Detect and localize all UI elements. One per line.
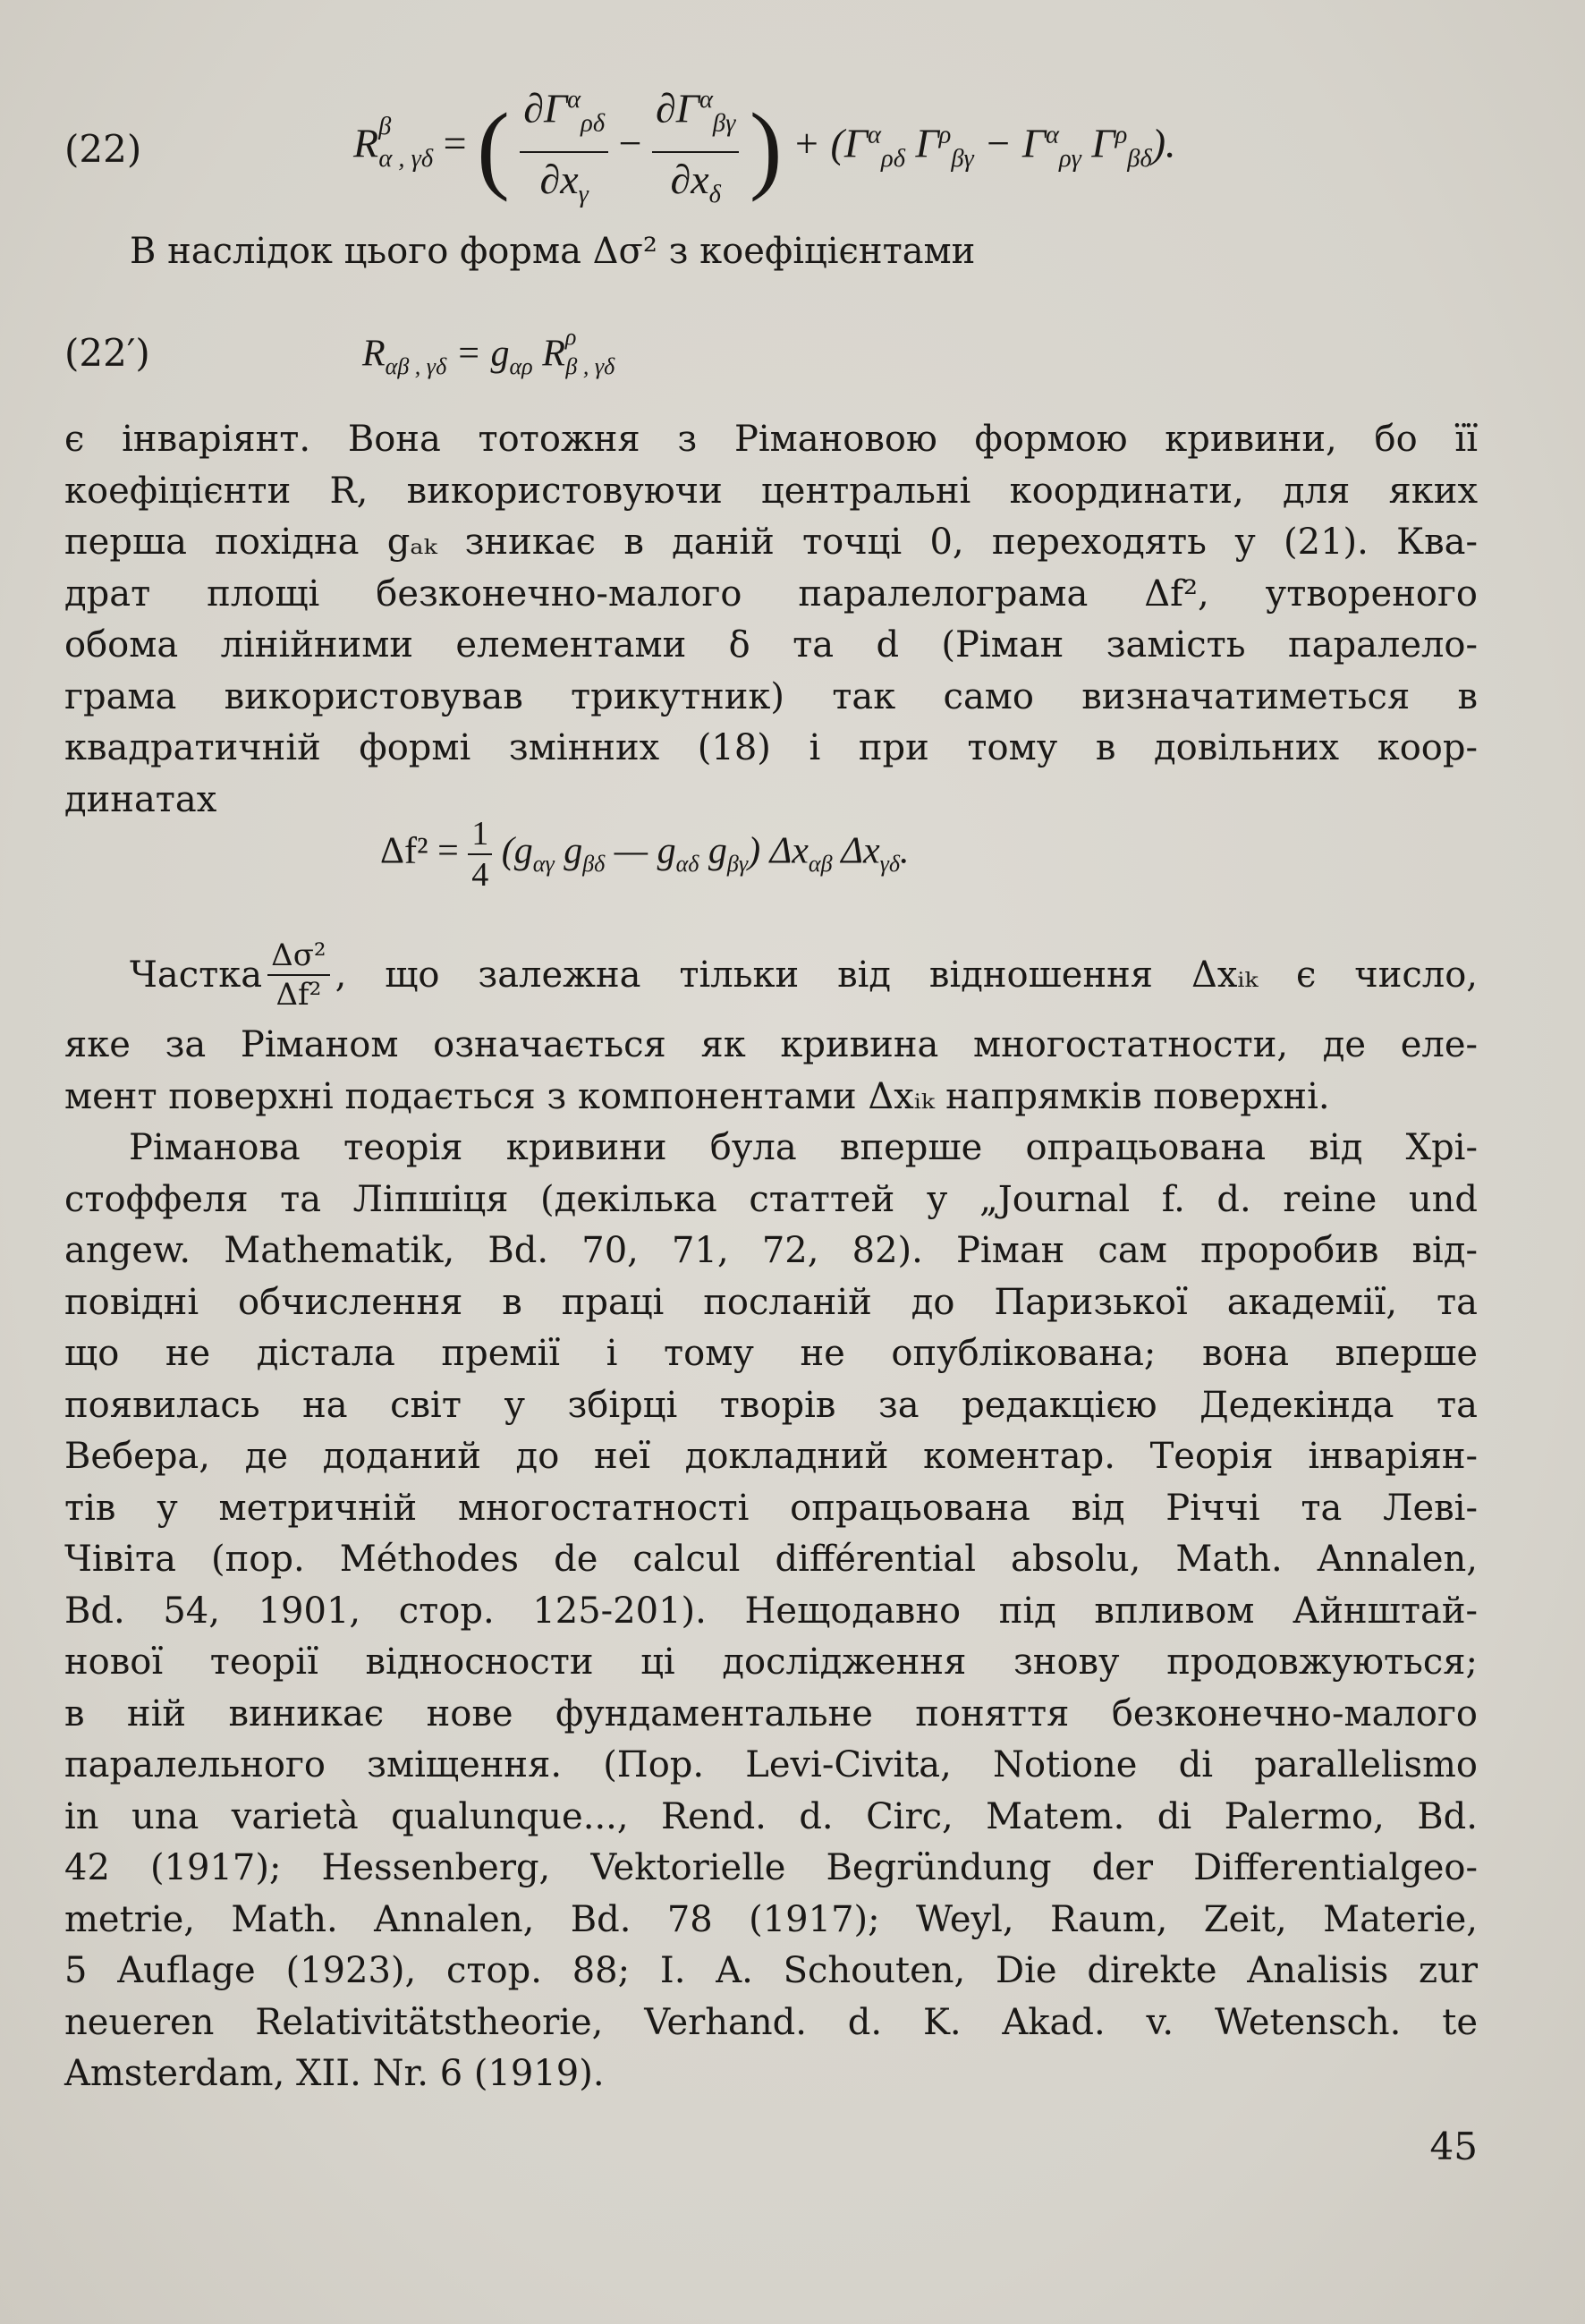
text-line: 5 Auflage (1923), стор. 88; I. A. Schouten, Die direkte Analisis zur	[64, 1950, 1478, 1991]
text-line: є інваріянт. Вона тотожня з Рімановою формою кривини, бо її	[64, 419, 1478, 460]
text-line: neueren Relativitätstheorie, Verhand. d. K. Akad. v. Wetensch. te	[64, 2001, 1478, 2043]
text-line: 42 (1917); Hessenberg, Vektorielle Begründung der Differentialgeo-	[64, 1847, 1478, 1888]
equation-22-prime: $R_{\alpha\beta , \gamma\delta} = g_{\alpha\rho}$ $R^\rho_{\beta , \gamma\delta}$	[362, 324, 615, 379]
text-line: нової теорії відносности ці дослідження знову продовжуються;	[64, 1641, 1478, 1683]
text-line: в ній виникає нове фундаментальне поняття безконечно-малого	[64, 1692, 1478, 1735]
equation-area-square: Δf² = $\frac{1}{4}$ ($g_{\alpha\gamma}$ $g_{\beta\delta}$ — $g_{\alpha\delta}$ $g_{\beta\gamma}$) $\Delta x_{\alpha\beta}$ $\Delta x_{\gamma\delta}$.	[380, 815, 910, 894]
text-line: мент поверхні подається з компонентами Δxᵢₖ напрямків поверхні.	[64, 1075, 1330, 1117]
chastka-line: Частка $\frac{\text{Δσ²}}{\text{Δf²}}$ , що залежна тільки від відношення Δxᵢₖ є число,	[130, 937, 1478, 1013]
paragraph-1	[64, 414, 1478, 826]
equation-label-22: (22)	[64, 127, 142, 171]
text-line: обома лінійними елементами δ та d (Ріман замість паралело-	[64, 624, 1478, 666]
text-line: metrie, Math. Annalen, Bd. 78 (1917); Weyl, Raum, Zeit, Materie,	[64, 1898, 1478, 1940]
text-line: грама використовував трикутник) так само визначатиметься в	[64, 675, 1478, 717]
text-line: Чівіта (пор. Méthodes de calcul différential absolu, Math. Annalen,	[64, 1539, 1478, 1580]
fraction-2: $\frac{\partial\Gamma^\alpha_{\beta\gamma}}{\partial x_\delta}$	[652, 73, 739, 222]
text-line: стоффеля та Ліпшіця (декілька статтей у „Journal f. d. reine und	[64, 1178, 1478, 1220]
text-line: коефіцієнти R, використовуючи центральні координати, для яких	[64, 470, 1478, 512]
text-line: Bd. 54, 1901, стор. 125-201). Нещодавно під впливом Айнштай-	[64, 1590, 1478, 1632]
text-line: динатах	[64, 778, 217, 820]
equation-22: $R^\beta_{\alpha , \gamma\delta}$ = ( $\frac{\partial\Gamma^\alpha_{\rho\delta}}{\partial x_\gamma}$ − $\frac{\partial\Gamma^\alpha_{\beta\gamma}}{\partial x_\delta}$ ) + ($\Gamma^\alpha_{\rho\delta}$ $\Gamma^\rho_{\beta\gamma} - \Gamma^\alpha_{\rho\gamma}$ $\Gamma^\rho_{\beta\delta}$).	[353, 64, 1176, 190]
text-line-after-22: В наслідок цього форма Δσ² з коефіцієнтами	[130, 231, 976, 272]
text-line: Вебера, де доданий до неї докладний коментар. Теорія інваріян-	[64, 1436, 1478, 1477]
text-line: тів у метричній многостатності опрацьована від Річчі та Леві-	[64, 1487, 1478, 1529]
text-line: що не дістала премії і тому не опублікована; вона вперше	[64, 1333, 1478, 1374]
text-line: Amsterdam, XII. Nr. 6 (1919).	[64, 2053, 605, 2094]
equation-label-22-prime: (22′)	[64, 331, 150, 375]
paragraph-2	[64, 1020, 1478, 1123]
text-line: квадратичній формі змінних (18) і при тому в довільних коор-	[64, 727, 1478, 768]
text-line: перша похідна gₐₖ зникає в даній точці 0, переходять у (21). Ква-	[64, 522, 1478, 563]
text-line: драт площі безконечно-малого паралелограма Δf², утвореного	[64, 573, 1478, 615]
text-line: Ріманова теорія кривини була вперше опрацьована від Хрі-	[129, 1127, 1478, 1168]
paragraph-3	[64, 1123, 1478, 2100]
text-line: in una varietà qualunque..., Rend. d. Circ, Matem. di Palermo, Bd.	[64, 1795, 1478, 1837]
fraction-1: $\frac{\partial\Gamma^\alpha_{\rho\delta}}{\partial x_\gamma}$	[520, 73, 608, 222]
text-line: паралельного зміщення. (Пор. Levi-Civita, Notione di parallelismo	[64, 1744, 1478, 1785]
fraction-curvature: $\frac{\text{Δσ²}}{\text{Δf²}}$	[267, 937, 329, 1014]
text-line: появилась на світ у збірці творів за редакцією Дедекінда та	[64, 1384, 1478, 1426]
text-line: яке за Ріманом означається як кривина многостатности, де еле-	[64, 1024, 1478, 1065]
text-line: повідні обчислення в праці посланій до Паризької академії, та	[64, 1281, 1478, 1323]
text-line: angew. Mathematik, Bd. 70, 71, 72, 82). Ріман сам проробив від-	[64, 1230, 1478, 1271]
page-number: 45	[1429, 2125, 1478, 2168]
